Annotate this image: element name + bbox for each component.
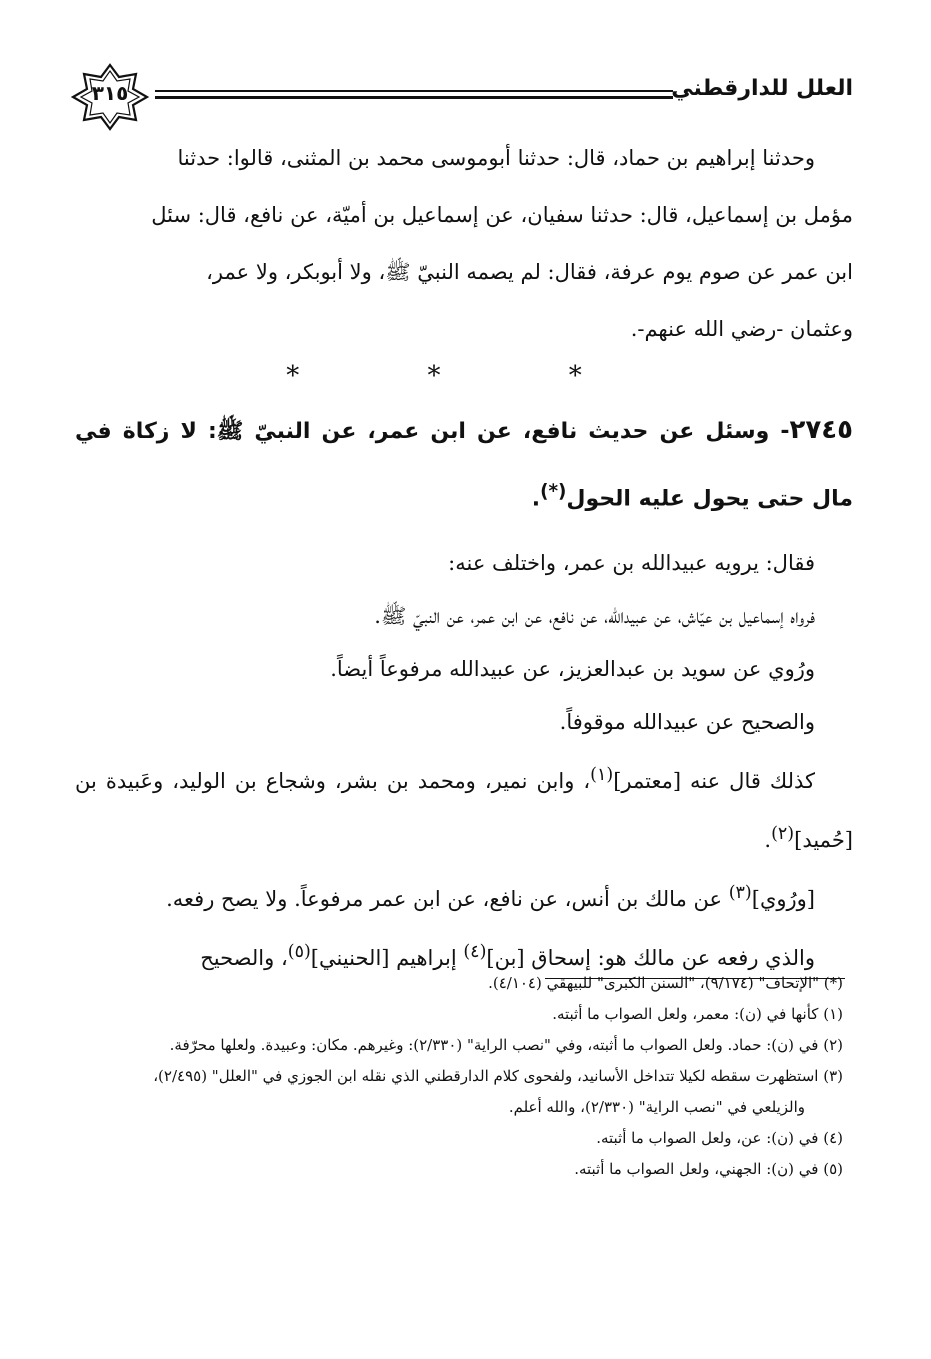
footnote-continuation: والزيلعي في "نصب الراية" (٢/٣٣٠)، والله أعلم. <box>508 1098 805 1116</box>
entry-heading <box>75 400 853 529</box>
footnote-ref: (٢) <box>771 824 795 845</box>
text-line: وحدثنا إبراهيم بن حماد، قال: حدثنا أبوموسى محمد بن المثنى، قالوا: حدثنا <box>177 146 815 170</box>
entry-heading-end: . <box>531 486 541 512</box>
text-line: وعثمان -رضي الله عنهم-. <box>630 317 853 341</box>
answer-text: إبراهيم [الحنيني] <box>310 946 464 971</box>
footnote: (١) كأنها في (ن): معمر، ولعل الصواب ما أثبته. <box>552 1005 843 1023</box>
footnote: (٥) في (ن): الجهني، ولعل الصواب ما أثبته. <box>574 1160 843 1178</box>
answer-paragraph <box>75 749 853 867</box>
text-line: مؤمل بن إسماعيل، قال: حدثنا سفيان، عن إسماعيل بن أميّة، عن نافع، قال: سئل <box>151 203 853 227</box>
footnote-ref: (٣) <box>728 883 752 904</box>
answer-text: ، والصحيح <box>200 946 288 971</box>
header-rule-thick <box>155 96 673 99</box>
page-number: ٣١٥ <box>91 81 129 105</box>
book-title: العلل للدارقطني <box>671 76 853 101</box>
running-header <box>70 62 853 132</box>
footnotes <box>80 968 843 1185</box>
answer-text: [ورُوي] <box>751 887 815 912</box>
answer-text: ، وابن نمير، ومحمد بن بشر، وشجاع بن الوليد، وعَبيدة بن [حُميد] <box>75 769 853 853</box>
footnote-ref: (١) <box>590 765 614 786</box>
answer-text: عن مالك بن أنس، عن نافع، عن ابن عمر مرفوعاً. ولا يصح رفعه. <box>166 887 729 912</box>
section-separator: * * * <box>286 361 642 391</box>
answer-paragraph <box>75 867 853 926</box>
answer-text: والذي رفعه عن مالك هو: إسحاق [بن] <box>486 946 815 971</box>
header-rule <box>155 90 673 92</box>
entry-heading-text: - وسئل عن حديث نافع، عن ابن عمر، عن النبيّ ﷺ: لا زكاة في مال حتى يحول عليه الحول <box>75 419 853 512</box>
footnote-ref: (*) <box>540 481 567 502</box>
text-line: ابن عمر عن صوم يوم عرفة، فقال: لم يصمه النبيّ ﷺ، ولا أبوبكر، ولا عمر، <box>206 260 853 284</box>
answer-paragraph: فرواه إسماعيل بن عيّاش، عن عبيدالله، عن نافع، عن ابن عمر، عن النبيّ ﷺ. <box>374 604 815 629</box>
answer-paragraph: ورُوي عن سويد بن عبدالعزيز، عن عبيدالله مرفوعاً أيضاً. <box>330 657 815 682</box>
footnote: (٢) في (ن): حماد. ولعل الصواب ما أثبته، وفي "نصب الراية" (٢/٣٣٠): وغيرهم. مكان: وعبيدة. ولعلها محرّفة. <box>169 1036 843 1054</box>
main-text <box>75 130 853 985</box>
footnote: (*) "الإتحاف" (٩/١٧٤)، "السنن الكبرى" للبيهقي (٤/١٠٤). <box>488 974 843 992</box>
answer-paragraph: فقال: يرويه عبيدالله بن عمر، واختلف عنه: <box>448 551 815 576</box>
footnote: (٣) استظهرت سقطه لكيلا تتداخل الأسانيد، ولفحوى كلام الدارقطني الذي نقله ابن الجوزي في "العلل" (٢/٤٩٥)، <box>153 1067 843 1085</box>
answer-paragraph: والصحيح عن عبيدالله موقوفاً. <box>559 710 815 735</box>
answer-text: كذلك قال عنه [معتمر] <box>613 769 816 794</box>
footnote-ref: (٤) <box>463 942 487 963</box>
footnote: (٤) في (ن): عن، ولعل الصواب ما أثبته. <box>596 1129 843 1147</box>
entry-number: ٢٧٤٥ <box>789 415 853 445</box>
answer-text: . <box>764 828 772 853</box>
page-number-badge <box>70 62 150 132</box>
footnote-ref: (٥) <box>287 942 311 963</box>
